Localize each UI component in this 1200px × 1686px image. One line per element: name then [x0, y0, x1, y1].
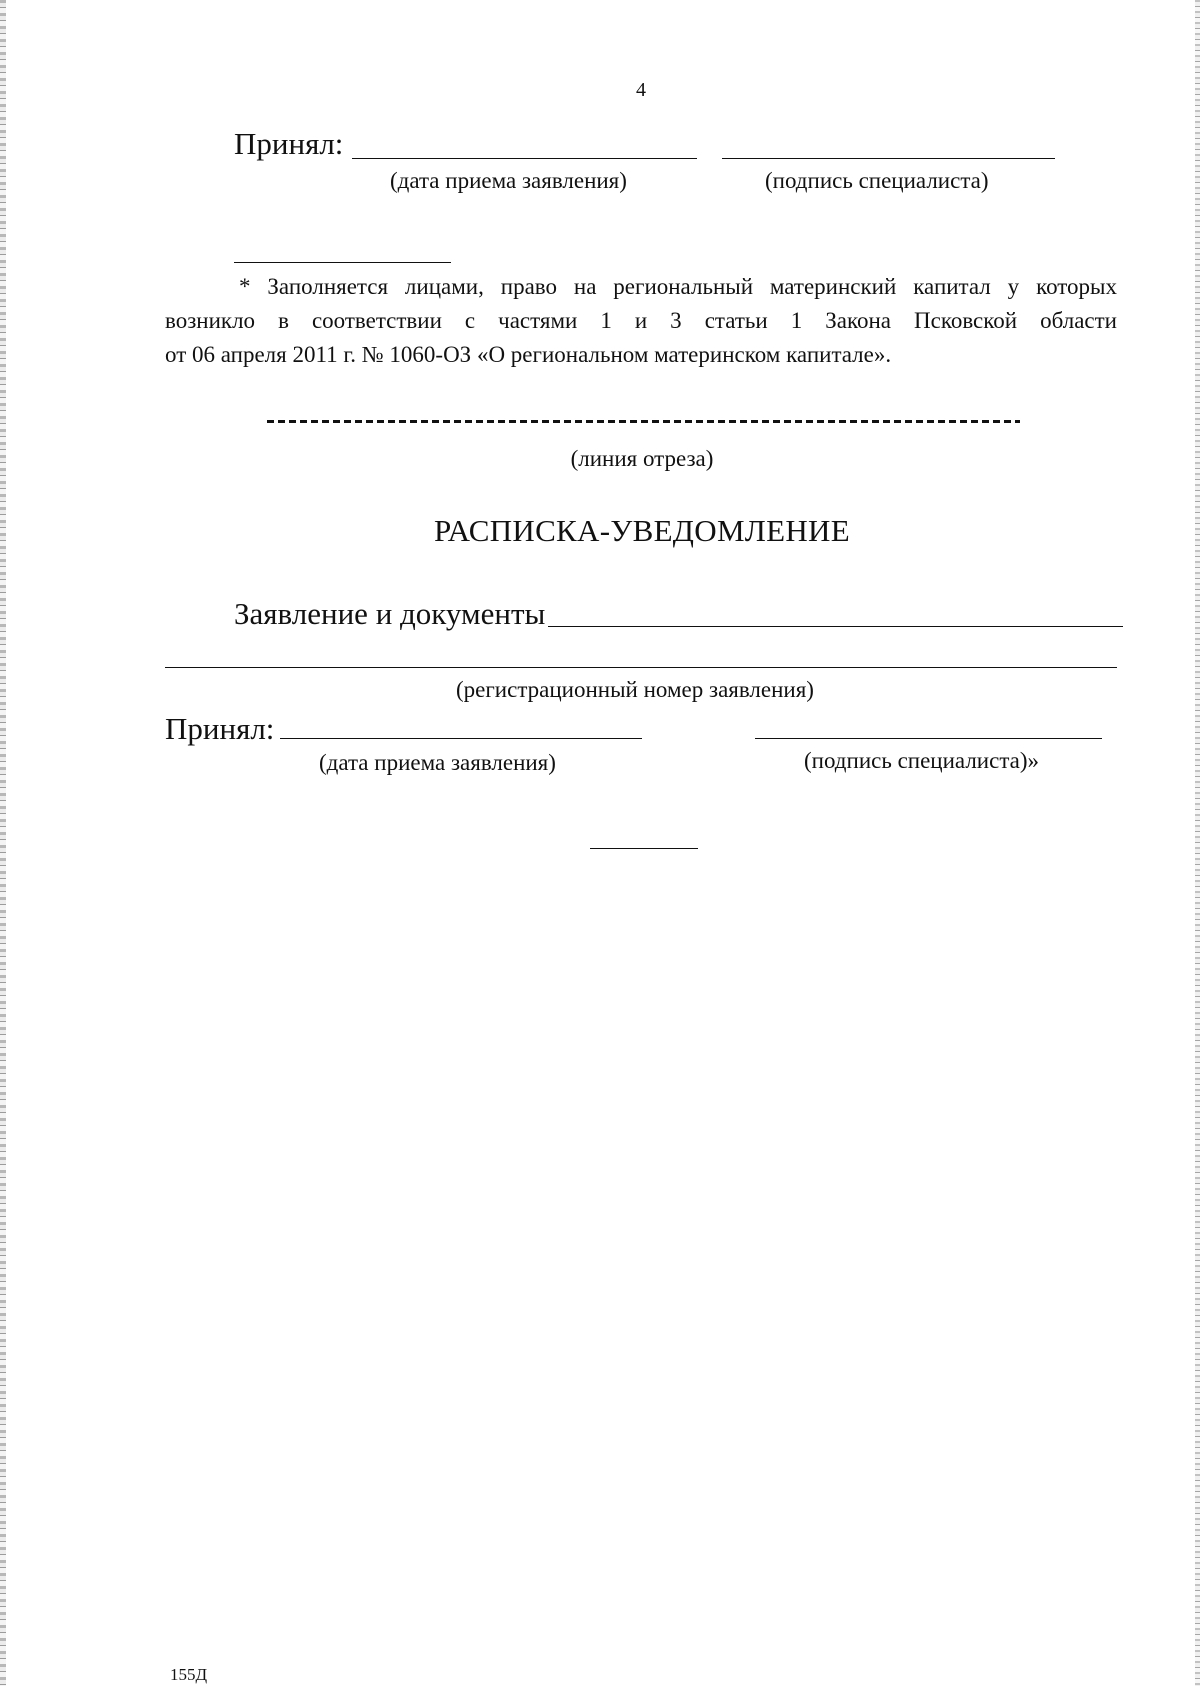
scan-edge-right [1195, 0, 1200, 1686]
reg-number-field-line[interactable] [165, 667, 1117, 668]
footnote-line: возникло в соответствии с частями 1 и 3 статьи 1 Закона Псковской области [165, 308, 1117, 333]
receipt-date-caption: (дата приема заявления) [319, 750, 556, 775]
signature-field-line[interactable] [722, 158, 1055, 159]
footnote-separator [234, 262, 451, 263]
scan-edge-left [0, 0, 6, 1686]
date-field-line[interactable] [352, 158, 697, 159]
receipt-date-field-line[interactable] [280, 738, 642, 739]
documents-field-line[interactable] [548, 626, 1123, 627]
receipt-accepted-label: Принял: [165, 711, 275, 746]
receipt-signature-field-line[interactable] [755, 738, 1102, 739]
receipt-signature-caption: (подпись специалиста)» [804, 748, 1040, 773]
end-separator [590, 848, 698, 849]
page-number: 4 [636, 79, 646, 101]
reg-number-caption: (регистрационный номер заявления) [456, 677, 814, 702]
footnote-line: * Заполняется лицами, право на региональный материнский капитал у которых [239, 274, 1117, 299]
footnote [165, 270, 1117, 372]
signature-caption: (подпись специалиста) [765, 168, 989, 193]
footer-code: 155Д [170, 1665, 208, 1684]
cut-line [267, 420, 1020, 423]
cut-line-caption: (линия отреза) [570, 446, 714, 471]
accepted-label: Принял: [234, 126, 344, 161]
documents-label: Заявление и документы [234, 596, 546, 631]
receipt-title: РАСПИСКА-УВЕДОМЛЕНИЕ [434, 513, 850, 548]
date-caption: (дата приема заявления) [390, 168, 627, 193]
footnote-line: от 06 апреля 2011 г. № 1060-ОЗ «О региональном материнском капитале». [165, 342, 892, 367]
